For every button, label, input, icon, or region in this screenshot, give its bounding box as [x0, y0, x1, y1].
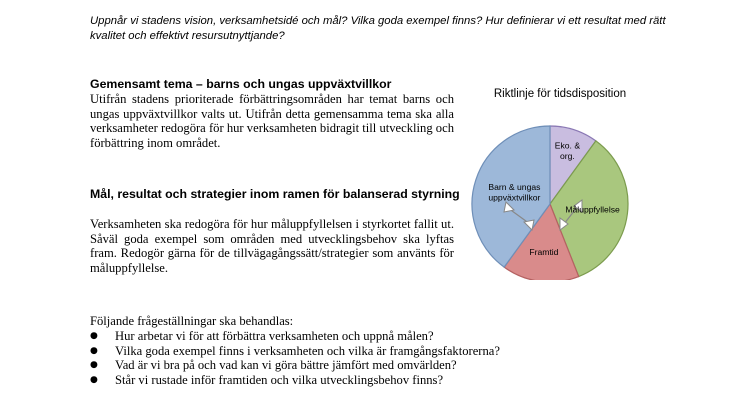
- questions-intro: Följande frågeställningar ska behandlas:: [90, 314, 294, 328]
- questions-list: [90, 329, 500, 387]
- section-body-theme: Utifrån stadens prioriterade förbättringsområden har temat barns och ungas uppväxtvillkor valts ut. Utifrån detta gemensamma tema ska alla verksamheter redogöra för hur verksamheten bidragit till utveckling och förbättring inom området.: [90, 92, 454, 150]
- pie-slice-label-1: [565, 204, 620, 214]
- pie-slice-label-line: Barn & ungas: [488, 182, 541, 193]
- list-item: [90, 373, 500, 388]
- list-item-text: Vad är vi bra på och vad kan vi göra bättre jämfört med omvärlden?: [115, 358, 457, 372]
- list-item-text: Står vi rustade inför framtiden och vilka utvecklingsbehov finns?: [115, 372, 444, 387]
- list-item-text: Hur arbetar vi för att förbättra verksamheten och uppnå målen?: [115, 329, 434, 343]
- list-item: [90, 344, 500, 359]
- pie-slice-label-line: Eko. &: [554, 140, 581, 151]
- time-allocation-pie-chart: [470, 80, 650, 280]
- list-item-text: Vilka goda exempel finns i verksamheten och vilka är framgångsfaktorerna?: [115, 343, 500, 358]
- intro-text: Uppnår vi stadens vision, verksamhetsidé och mål? Vilka goda exempel finns? Hur definierar vi ett resultat med rätt kvalitet och effektivt resursutnyttjande?: [90, 15, 666, 42]
- pie-slice-label-line: Framtid: [529, 247, 559, 257]
- bullet-icon: ●: [90, 345, 98, 356]
- bullet-icon: ●: [90, 360, 98, 370]
- section-body-goals: Verksamheten ska redogöra för hur måluppfyllelsen i styrkortet fallit ut. Såväl goda exempel som områden med utvecklingsbehov ska lyftas fram. Redogör gärna för de tillvägagångssätt/strategier som använts för måluppfyllelse.: [90, 217, 454, 275]
- bullet-icon: ●: [90, 331, 98, 341]
- pie-slice-label-2: [529, 247, 558, 257]
- list-item: [90, 358, 500, 373]
- pie-slice-label-line: uppväxtvillkor: [488, 192, 541, 203]
- pie-slice-label-3: [488, 182, 540, 203]
- pie-slice-label-line: org.: [559, 150, 575, 161]
- chart-title: Riktlinje för tidsdisposition: [493, 88, 627, 100]
- pie-slice-label-line: Måluppfyllelse: [565, 204, 620, 215]
- section-heading-theme: Gemensamt tema – barns och ungas uppväxtvillkor: [90, 77, 392, 91]
- list-item: [90, 329, 500, 344]
- section-heading-goals: Mål, resultat och strategier inom ramen för balanserad styrning: [90, 187, 460, 201]
- bullet-icon: ●: [90, 374, 98, 385]
